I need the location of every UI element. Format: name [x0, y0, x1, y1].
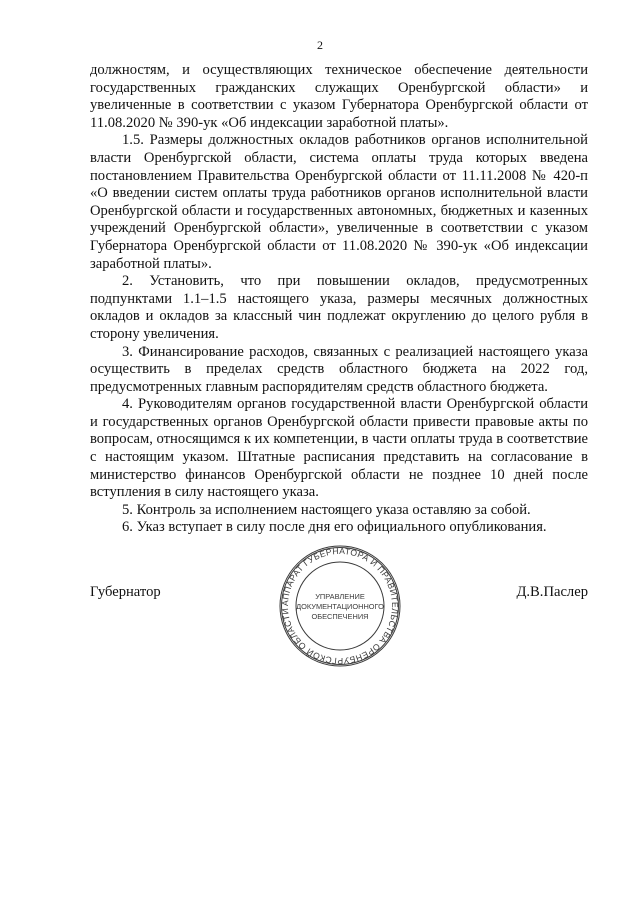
document-body — [90, 62, 588, 537]
paragraph-2: 2. Установить, что при повышении окладов, предусмотренных подпунктами 1.1–1.5 настоящего указа, размеры месячных должностных окладов и окладов за классный чин подлежат округлению до целого рубля в сторону увеличения. — [90, 273, 588, 342]
signature-name: Д.В.Паслер — [516, 584, 588, 600]
official-stamp — [270, 544, 410, 668]
paragraph-6: 6. Указ вступает в силу после дня его официального опубликования. — [122, 519, 547, 536]
paragraph-3: 3. Финансирование расходов, связанных с реализацией настоящего указа осуществить в пределах средств областного бюджета на 2022 год, предусмотренных главным распорядителям средств областного бюджета. — [90, 343, 588, 395]
page-number: 2 — [317, 38, 323, 52]
paragraph-1-5: 1.5. Размеры должностных окладов работников органов исполнительной власти Оренбургской области, система оплаты труда которых введена постановлением Правительства Оренбургской области от 11.11.2008 № 420-п «О введении систем оплаты труда работников органов исполнительной власти Оренбургской области и государственных автономных, бюджетных и казенных учреждений Оренбургской области», увеличенные в соответствии с указом Губернатора Оренбургской области от 11.08.2020 № 390-ук «Об индексации заработной платы». — [90, 132, 588, 272]
stamp-outer-text: АППАРАТ ГУБЕРНАТОРА И ПРАВИТЕЛЬСТВА ОРЕНБУРГСКОЙ ОБЛАСТИ — [279, 545, 401, 667]
stamp-line-1: УПРАВЛЕНИЕ — [315, 592, 365, 601]
signature-title: Губернатор — [90, 584, 161, 600]
paragraph-continuation: должностям, и осуществляющих техническое обеспечение деятельности государственных гражданских служащих Оренбургской области» и увеличенные в соответствии с указом Губернатора Оренбургской области от 11.08.2020 № 390-ук «Об индексации заработной платы». — [90, 62, 588, 131]
paragraph-5: 5. Контроль за исполнением настоящего указа оставляю за собой. — [122, 501, 531, 518]
stamp-line-2: ДОКУМЕНТАЦИОННОГО — [296, 602, 384, 611]
stamp-line-3: ОБЕСПЕЧЕНИЯ — [311, 612, 369, 621]
paragraph-4: 4. Руководителям органов государственной власти Оренбургской области и государственных органов Оренбургской области привести правовые акты по вопросам, относящимся к их компетенции, в части оплаты труда в соответствие с настоящим указом. Штатные расписания представить на согласование в министерство финансов Оренбургской области не позднее 10 дней после вступления в силу настоящего указа. — [90, 396, 588, 501]
